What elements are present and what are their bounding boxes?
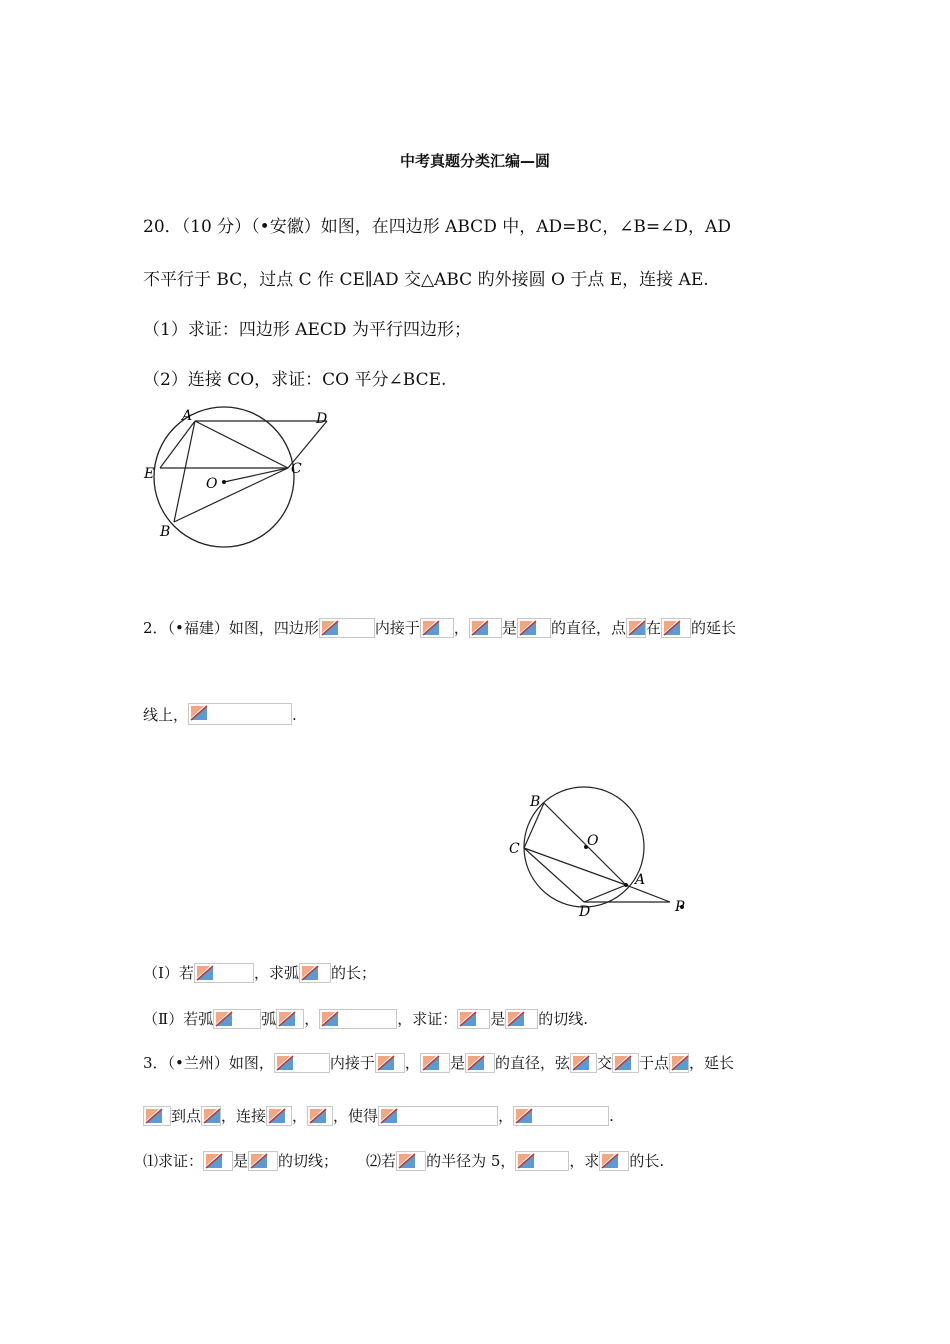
q3-line3 bbox=[143, 1150, 664, 1171]
fig2-label-C: C bbox=[509, 841, 520, 857]
broken-image-icon bbox=[299, 963, 331, 983]
broken-image-icon bbox=[307, 1106, 333, 1126]
broken-image-icon bbox=[378, 1106, 498, 1126]
broken-image-icon bbox=[188, 703, 292, 725]
q2-text: 的长； bbox=[330, 964, 376, 982]
fig1-label-E: E bbox=[144, 466, 155, 482]
q2-text: （Ⅱ）若弧 bbox=[143, 1010, 214, 1028]
fig1-label-B: B bbox=[160, 524, 171, 540]
q3-text: ，使得 bbox=[333, 1107, 379, 1125]
broken-image-icon bbox=[213, 1009, 261, 1029]
q2-line2 bbox=[143, 703, 297, 725]
broken-image-icon bbox=[194, 963, 254, 983]
q2-text: ，求弧 bbox=[253, 964, 299, 982]
q20-line1: 20．（10 分）（•安徽）如图，在四边形 ABCD 中，AD=BC，∠B=∠D，AD bbox=[143, 217, 731, 237]
broken-image-icon bbox=[626, 618, 646, 638]
q2-figure bbox=[505, 785, 695, 925]
broken-image-icon bbox=[201, 1106, 221, 1126]
q3-text: 到点 bbox=[171, 1107, 202, 1125]
broken-image-icon bbox=[396, 1151, 426, 1171]
q3-text: ⑵若 bbox=[366, 1152, 397, 1170]
broken-image-icon bbox=[669, 1053, 689, 1073]
q2-text: 是 bbox=[490, 1010, 506, 1028]
broken-image-icon bbox=[513, 1106, 609, 1126]
fig1-label-C: C bbox=[291, 461, 302, 477]
q3-text: 是 bbox=[449, 1054, 465, 1072]
q3-text: ， bbox=[404, 1054, 420, 1072]
q3-text: ，求 bbox=[569, 1152, 600, 1170]
broken-image-icon bbox=[319, 618, 375, 638]
broken-image-icon bbox=[143, 1106, 171, 1126]
broken-image-icon bbox=[469, 618, 502, 638]
page-title: 中考真题分类汇编—圆 bbox=[399, 152, 550, 170]
fig2-label-B: B bbox=[530, 794, 541, 810]
q20-line2: 不平行于 BC，过点 C 作 CE∥AD 交△ABC 旳外接圆 O 于点 E，连接 AE. bbox=[143, 270, 709, 290]
q2-text: 的直径，点 bbox=[550, 619, 626, 637]
q3-text: ， bbox=[292, 1107, 308, 1125]
q2-part1 bbox=[143, 962, 376, 983]
fig2-label-O: O bbox=[587, 833, 599, 849]
broken-image-icon bbox=[661, 618, 691, 638]
q2-text: 是 bbox=[501, 619, 517, 637]
broken-image-icon bbox=[420, 618, 454, 638]
q2-text: （Ⅰ）若 bbox=[143, 964, 194, 982]
fig2-label-A: A bbox=[635, 872, 646, 888]
q3-text: ⑴求证： bbox=[143, 1152, 204, 1170]
fig1-label-A: A bbox=[182, 408, 193, 424]
q20-part1: （1）求证：四边形 AECD 为平行四边形； bbox=[143, 320, 471, 340]
q3-text: 内接于 bbox=[329, 1054, 375, 1072]
broken-image-icon bbox=[570, 1053, 597, 1073]
q3-line2 bbox=[143, 1105, 614, 1126]
broken-image-icon bbox=[276, 1009, 304, 1029]
broken-image-icon bbox=[266, 1106, 292, 1126]
q2-text: 线上， bbox=[143, 706, 189, 724]
q3-text: 的半径为 5， bbox=[426, 1152, 516, 1170]
q2-part2 bbox=[143, 1008, 588, 1029]
q3-text: 3．（•兰州）如图， bbox=[143, 1054, 274, 1072]
q3-text: ，连接 bbox=[221, 1107, 267, 1125]
broken-image-icon bbox=[274, 1053, 330, 1073]
broken-image-icon bbox=[515, 1151, 569, 1171]
broken-image-icon bbox=[465, 1053, 495, 1073]
q2-text: 的切线. bbox=[538, 1010, 589, 1028]
q3-text: 的直径，弦 bbox=[494, 1054, 570, 1072]
q3-text: 交 bbox=[596, 1054, 612, 1072]
q2-line1 bbox=[143, 617, 736, 638]
q3-text: 的长. bbox=[629, 1152, 665, 1170]
q3-text: ， bbox=[498, 1107, 514, 1125]
broken-image-icon bbox=[420, 1053, 450, 1073]
q3-line1 bbox=[143, 1052, 734, 1073]
q3-text: . bbox=[609, 1107, 614, 1125]
q2-text: ， bbox=[453, 619, 469, 637]
broken-image-icon bbox=[203, 1151, 233, 1171]
q2-text: 在 bbox=[645, 619, 661, 637]
q2-text: ， bbox=[304, 1010, 320, 1028]
q2-text: 弧 bbox=[261, 1010, 277, 1028]
q2-text: 的延长 bbox=[690, 619, 736, 637]
broken-image-icon bbox=[599, 1151, 629, 1171]
q20-figure bbox=[140, 405, 340, 555]
broken-image-icon bbox=[375, 1053, 405, 1073]
fig2-label-D: D bbox=[579, 904, 591, 920]
q20-part2: （2）连接 CO，求证：CO 平分∠BCE. bbox=[143, 370, 447, 390]
q2-text: 内接于 bbox=[374, 619, 420, 637]
broken-image-icon bbox=[457, 1009, 490, 1029]
broken-image-icon bbox=[612, 1053, 639, 1073]
fig2-label-P: P bbox=[675, 899, 685, 915]
q3-text: 是 bbox=[233, 1152, 249, 1170]
fig1-label-D: D bbox=[316, 411, 328, 427]
broken-image-icon bbox=[505, 1009, 538, 1029]
broken-image-icon bbox=[248, 1151, 278, 1171]
q2-text: ，求证： bbox=[397, 1010, 458, 1028]
broken-image-icon bbox=[517, 618, 551, 638]
q3-text: 的切线； bbox=[278, 1152, 339, 1170]
fig1-label-O: O bbox=[206, 476, 218, 492]
q3-text: 于点 bbox=[638, 1054, 669, 1072]
broken-image-icon bbox=[319, 1009, 397, 1029]
q3-text: ，延长 bbox=[689, 1054, 735, 1072]
q2-text: . bbox=[292, 706, 297, 724]
q2-text: 2．（•福建）如图，四边形 bbox=[143, 619, 319, 637]
